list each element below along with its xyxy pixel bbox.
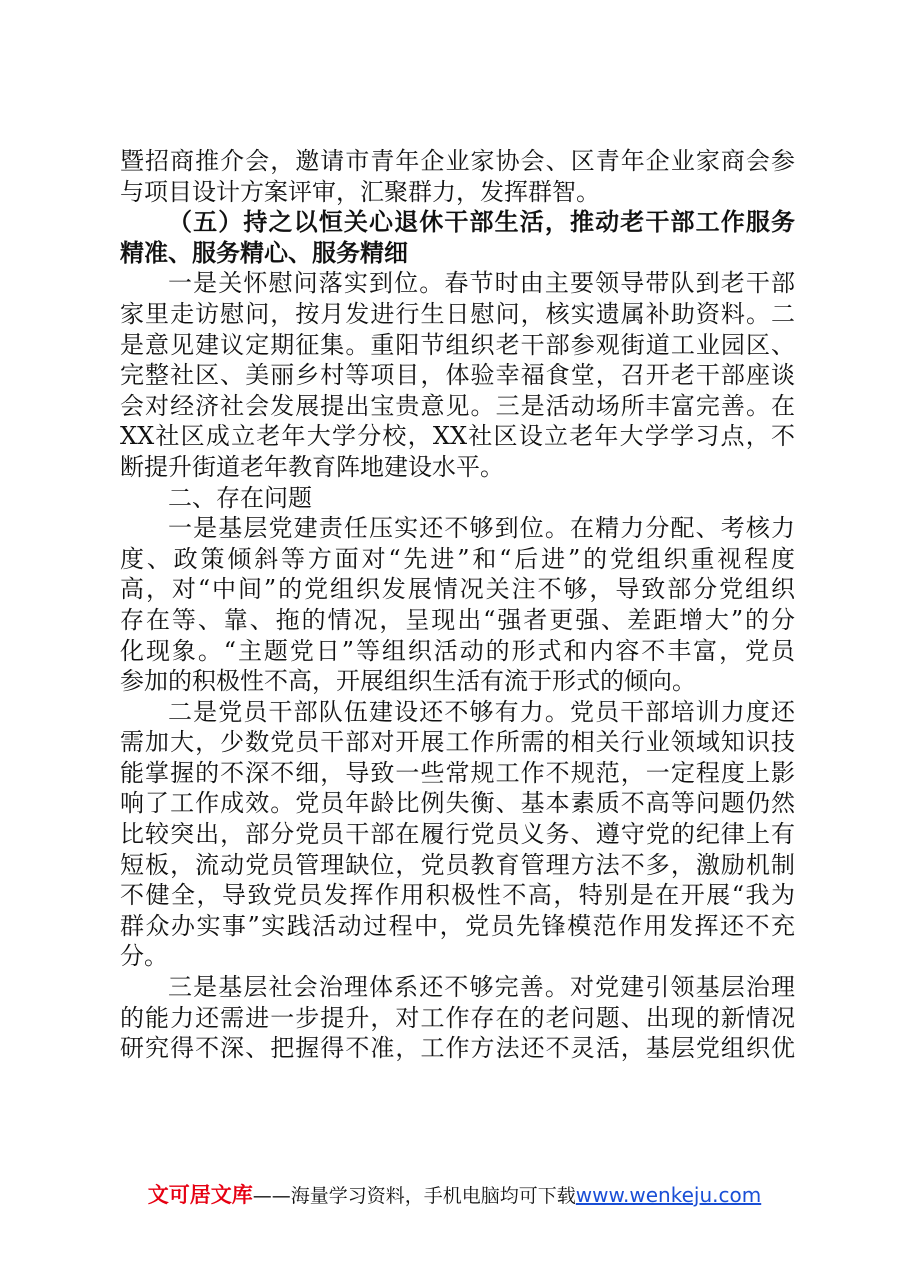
text-line: XX社区成立老年大学分校，XX社区设立老年大学学习点，不 <box>120 422 795 451</box>
text-line: （五）持之以恒关心退休干部生活，推动老干部工作服务 <box>168 207 795 237</box>
text-line: 一是关怀慰问落实到位。春节时由主要领导带队到老干部 <box>168 269 795 298</box>
section-heading: 二、存在问题 <box>168 483 312 512</box>
footer-banner <box>0 1180 909 1211</box>
text-line: 响了工作成效。党员年龄比例失衡、基本素质不高等问题仍然 <box>120 789 795 818</box>
text-line: 完整社区、美丽乡村等项目，体验幸福食堂，召开老干部座谈 <box>120 361 795 390</box>
text-line: 度、政策倾斜等方面对“先进”和“后进”的党组织重视程度 <box>120 544 795 573</box>
text-line: 短板，流动党员管理缺位，党员教育管理方法不多，激励机制 <box>120 850 795 879</box>
text-line: 高，对“中间”的党组织发展情况关注不够，导致部分党组织 <box>120 575 795 604</box>
text-line: 会对经济社会发展提出宝贵意见。三是活动场所丰富完善。在 <box>120 391 795 420</box>
text-line: 化现象。“主题党日”等组织活动的形式和内容不丰富，党员 <box>120 636 795 665</box>
document-body <box>120 146 795 1064</box>
text-line: 研究得不深、把握得不准，工作方法还不灵活，基层党组织优 <box>120 1034 795 1063</box>
text-line: 暨招商推介会，邀请市青年企业家协会、区青年企业家商会参 <box>120 147 795 175</box>
text-line: 三是基层社会治理体系还不够完善。对党建引领基层治理 <box>168 973 795 1002</box>
text-line: 需加大，少数党员干部对开展工作所需的相关行业领域知识技 <box>120 728 795 757</box>
text-line: 的能力还需进一步提升，对工作存在的老问题、出现的新情况 <box>120 1003 795 1032</box>
text-line: 一是基层党建责任压实还不够到位。在精力分配、考核力 <box>168 514 795 543</box>
text-line: 群众办实事”实践活动过程中，党员先锋模范作用发挥还不充 <box>120 911 795 940</box>
footer-slogan: ——海量学习资料，手机电脑均可下载 <box>252 1185 576 1207</box>
text-line: 家里走访慰问，按月发进行生日慰问，核实遗属补助资料。二 <box>120 299 795 328</box>
footer-site-link[interactable]: www.wenkeju.com <box>575 1183 762 1207</box>
text-line: 比较突出，部分党员干部在履行党员义务、遵守党的纪律上有 <box>120 820 795 849</box>
text-line: 参加的积极性不高，开展组织生活有流于形式的倾向。 <box>120 667 696 696</box>
text-line: 不健全，导致党员发挥作用积极性不高，特别是在开展“我为 <box>120 881 795 910</box>
text-line: 精准、服务精心、服务精细 <box>120 237 408 267</box>
footer-brand: 文可居文库 <box>147 1183 253 1207</box>
text-line: 与项目设计方案评审，汇聚群力，发挥群智。 <box>120 177 600 206</box>
text-line: 是意见建议定期征集。重阳节组织老干部参观街道工业园区、 <box>120 330 795 359</box>
text-line: 断提升街道老年教育阵地建设水平。 <box>120 452 504 481</box>
text-line: 存在等、靠、拖的情况，呈现出“强者更强、差距增大”的分 <box>120 605 795 634</box>
text-line: 二是党员干部队伍建设还不够有力。党员干部培训力度还 <box>168 697 795 726</box>
text-line: 分。 <box>120 942 168 971</box>
text-line: 能掌握的不深不细，导致一些常规工作不规范，一定程度上影 <box>120 758 795 787</box>
